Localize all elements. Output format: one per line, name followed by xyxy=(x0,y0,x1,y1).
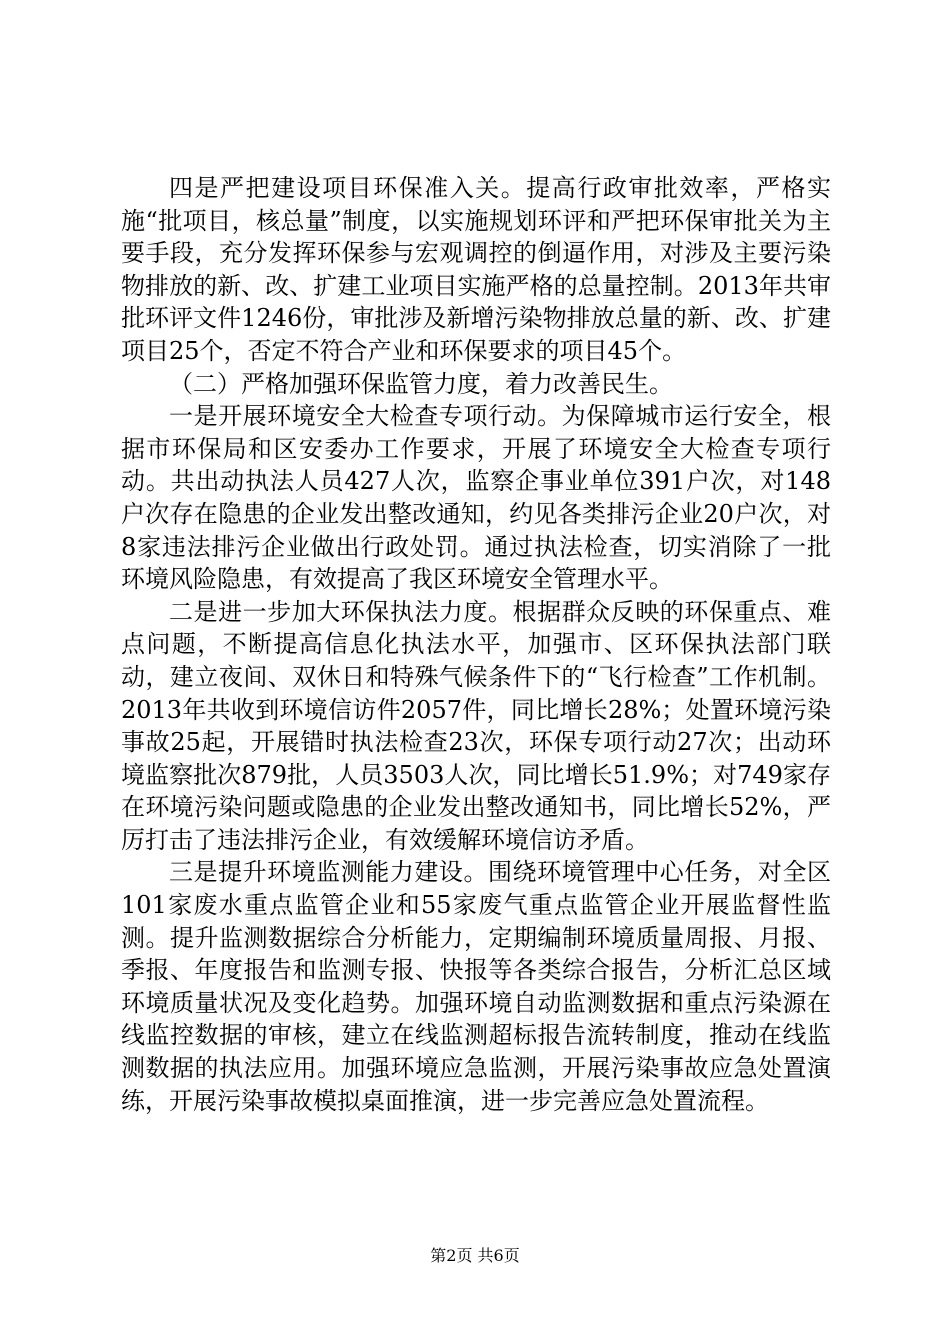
page-footer: 第2页 共6页 xyxy=(430,1246,520,1265)
paragraph-project-approval: 四是严把建设项目环保准入关。提高行政审批效率，严格实施“批项目，核总量”制度，以实施规划环评和严把环保审批关为主要手段，充分发挥环保参与宏观调控的倒逼作用，对涉及主要污染物排放的新、改、扩建工业项目实施严格的总量控制。2013年共审批环评文件1246份，审批涉及新增污染物排放总量的新、改、扩建项目25个，否定不符合产业和环保要求的项目45个。 xyxy=(121,174,831,365)
paragraph-monitoring-capacity: 三是提升环境监测能力建设。围绕环境管理中心任务，对全区101家废水重点监管企业和55家废气重点监管企业开展监督性监测。提升监测数据综合分析能力，定期编制环境质量周报、月报、季报、年度报告和监测专报、快报等各类综合报告，分析汇总区域环境质量状况及变化趋势。加强环境自动监测数据和重点污染源在线监控数据的审核，建立在线监测超标报告流转制度，推动在线监测数据的执法应用。加强环境应急监测，开展污染事故应急处置演练，开展污染事故模拟桌面推演，进一步完善应急处置流程。 xyxy=(121,858,831,1115)
paragraph-safety-inspection: 一是开展环境安全大检查专项行动。为保障城市运行安全，根据市环保局和区安委办工作要求，开展了环境安全大检查专项行动。共出动执法人员427人次，监察企事业单位391户次，对148户次存在隐患的企业发出整改通知，约见各类排污企业20户次，对8家违法排污企业做出行政处罚。通过执法检查，切实消除了一批环境风险隐患，有效提高了我区环境安全管理水平。 xyxy=(121,402,831,594)
section-heading-supervision: （二）严格加强环保监管力度，着力改善民生。 xyxy=(169,369,673,398)
document-body xyxy=(121,172,831,1117)
paragraph-law-enforcement: 二是进一步加大环保执法力度。根据群众反映的环保重点、难点问题，不断提高信息化执法水平，加强市、区环保执法部门联动，建立夜间、双休日和特殊气候条件下的“飞行检查”工作机制。2013年共收到环境信访件2057件，同比增长28%；处置环境污染事故25起，开展错时执法检查23次，环保专项行动27次；出动环境监察批次879批，人员3503人次，同比增长51.9%；对749家存在环境污染问题或隐患的企业发出整改通知书，同比增长52%，严厉打击了违法排污企业，有效缓解环境信访矛盾。 xyxy=(121,597,831,854)
